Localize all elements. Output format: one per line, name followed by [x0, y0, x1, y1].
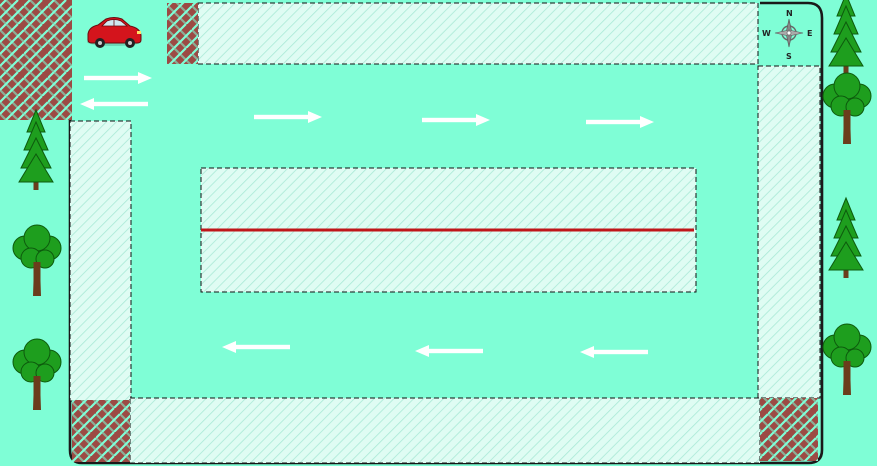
- conifer-tree-icon: [829, 0, 863, 74]
- compass-east: E: [807, 29, 813, 38]
- deciduous-tree-icon: [823, 73, 871, 144]
- entry-arrow-out-icon: [80, 98, 148, 110]
- conifer-tree-icon: [829, 198, 863, 278]
- lane-arrow-east-icon: [586, 116, 654, 128]
- deciduous-tree-icon: [823, 324, 871, 395]
- parking-zone-left[interactable]: [70, 121, 131, 401]
- lane-arrow-east-icon: [422, 114, 490, 126]
- brick-entrance-top-left: [0, 0, 72, 120]
- brick-block-top: [167, 3, 198, 64]
- compass-west: W: [762, 29, 771, 38]
- lane-arrow-west-icon: [415, 345, 483, 357]
- deciduous-tree-icon: [13, 339, 61, 410]
- parking-zone-bottom[interactable]: [130, 398, 760, 463]
- brick-block-bottom-right: [760, 398, 818, 461]
- parking-zone-right[interactable]: [758, 66, 820, 398]
- lane-arrow-west-icon: [222, 341, 290, 353]
- parking-zone-top[interactable]: [198, 3, 758, 64]
- compass-rose: [762, 9, 812, 61]
- deciduous-tree-icon: [13, 225, 61, 296]
- compass-north: N: [786, 9, 793, 18]
- conifer-tree-icon: [19, 110, 53, 190]
- compass-south: S: [786, 52, 792, 61]
- lane-arrow-west-icon: [580, 346, 648, 358]
- lane-arrow-east-icon: [254, 111, 322, 123]
- entry-arrow-in-icon: [84, 72, 152, 84]
- car-icon[interactable]: [87, 18, 141, 49]
- brick-block-bottom-left: [72, 400, 130, 462]
- parking-zones: [70, 3, 820, 463]
